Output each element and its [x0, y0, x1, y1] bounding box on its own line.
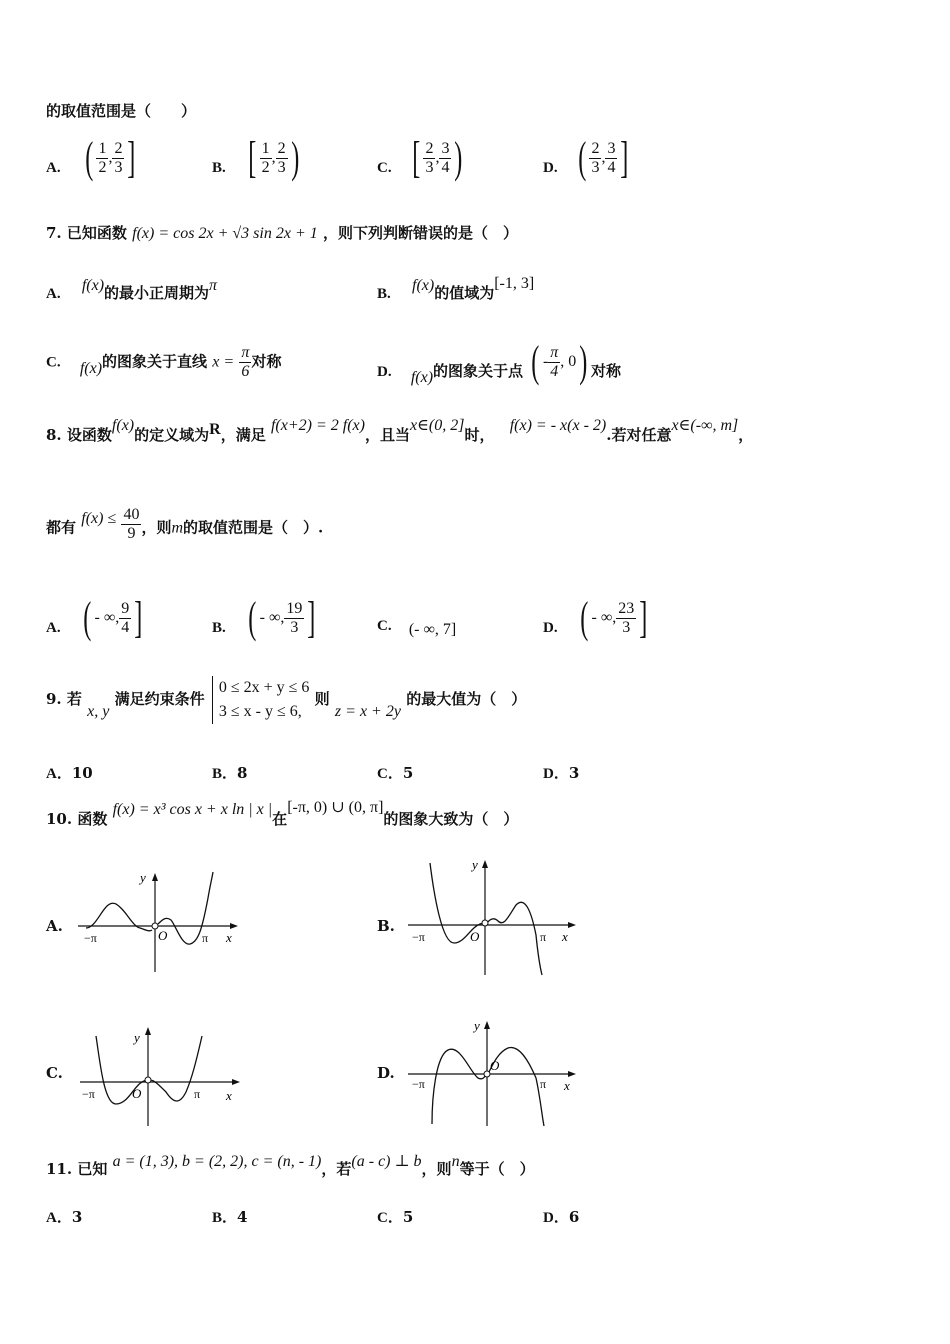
origin-label: O [490, 1058, 500, 1073]
q7-option-d[interactable]: D. f(x)的图象关于点 ( - $\frac{\pi}{4}$ , 0 ) 对称 [377, 337, 621, 386]
curve-left [432, 1049, 485, 1124]
question-number: 10. [46, 810, 73, 828]
q10-stem: 10. 函数 f(x) = x³ cos x + x ln | x |在[-π, 0) ∪ (0, π]的图象大致为（ ） [46, 799, 519, 828]
y-label: y [474, 1018, 480, 1033]
q8-option-c[interactable]: C. (- ∞, 7] [377, 618, 457, 638]
question-number: 7. [46, 224, 62, 242]
constraint-system: 0 ≤ 2x + y ≤ 6 3 ≤ x - y ≤ 6, [212, 676, 310, 724]
q10-option-c-label[interactable]: C. [46, 1064, 63, 1082]
open-point [145, 1077, 151, 1083]
q10-option-b-label[interactable]: B. [377, 917, 395, 935]
option-label: D. [543, 160, 558, 176]
x-label: x [562, 929, 568, 944]
origin-label: O [132, 1086, 142, 1101]
q10-graph-b[interactable] [404, 855, 584, 980]
x-label: x [564, 1078, 570, 1093]
q6-option-b[interactable]: B. [ $\frac{1}{2}$ , $\frac{2}{3}$ ) [212, 133, 300, 182]
origin-label: O [158, 928, 168, 943]
q11-stem: 11. 已知 a = (1, 3), b = (2, 2), c = (n, - 1)，若(a - c) ⊥ b，则n等于（ ） [46, 1153, 535, 1178]
q8-option-a[interactable]: A. ( - ∞, $\frac{9}{4}$ ] [46, 593, 143, 642]
neg-pi-label: −π [412, 930, 425, 944]
question-number: 11. [46, 1160, 73, 1178]
q10-graph-d[interactable] [404, 1016, 584, 1128]
q11-option-c[interactable]: C．5 [377, 1208, 414, 1226]
option-label: A. [46, 160, 61, 176]
q9-option-d[interactable]: D．3 [543, 764, 580, 782]
q6-stem-tail: 的取值范围是（ ） [46, 102, 197, 120]
q9-option-b[interactable]: B．8 [212, 764, 248, 782]
question-number: 8. [46, 426, 62, 444]
q9-option-c[interactable]: C．5 [377, 764, 414, 782]
q9-option-a[interactable]: A．10 [46, 764, 93, 782]
q11-option-a[interactable]: A．3 [46, 1208, 83, 1226]
neg-pi-label: −π [84, 931, 97, 945]
q6-option-d[interactable]: D. ( $\frac{2}{3}$ , $\frac{3}{4}$ ] [543, 133, 629, 182]
y-label: y [140, 870, 146, 885]
q8-stem-line1: 8. 设函数f(x)的定义域为R，满足 f(x+2) = 2 f(x)，且当x∈(0, 2]时， f(x) = - x(x - 2).若对任意x∈(-∞, m]， [46, 417, 754, 444]
option-label: C. [377, 160, 392, 176]
y-label: y [472, 857, 478, 872]
q7-stem: 7. 已知函数 f(x) = cos 2x + √3 sin 2x + 1 ，则下列判断错误的是（ ） [46, 224, 518, 242]
x-label: x [226, 930, 232, 945]
q6-option-c[interactable]: C. [ $\frac{2}{3}$ , $\frac{3}{4}$ ) [377, 133, 463, 182]
pi-label: π [202, 931, 209, 945]
neg-pi-label: −π [412, 1077, 425, 1091]
q7-option-a[interactable]: A. f(x)的最小正周期为π [46, 277, 218, 302]
q11-option-b[interactable]: B．4 [212, 1208, 248, 1226]
x-label: x [226, 1088, 232, 1103]
function-formula: f(x) = cos 2x + √3 sin 2x + 1 [132, 225, 318, 242]
origin-label: O [470, 929, 480, 944]
open-point [482, 920, 488, 926]
q10-option-d-label[interactable]: D. [377, 1064, 395, 1082]
option-label: B. [212, 160, 226, 176]
pi-label: π [540, 930, 547, 944]
q8-option-d[interactable]: D. ( - ∞, $\frac{23}{3}$ ] [543, 593, 648, 642]
pi-label: π [540, 1077, 547, 1091]
question-number: 9. [46, 690, 62, 708]
pi-label: π [194, 1087, 201, 1101]
y-label: y [134, 1030, 140, 1045]
q9-stem: 9. 若 x, y 满足约束条件 0 ≤ 2x + y ≤ 6 3 ≤ x - y ≤ 6, 则 z = x + 2y 的最大值为（ ） [46, 676, 526, 724]
q11-option-d[interactable]: D．6 [543, 1208, 580, 1226]
q10-graph-c[interactable] [76, 1022, 246, 1130]
curve-left [86, 903, 152, 931]
q6-option-a[interactable]: A. ( $\frac{1}{2}$ , $\frac{2}{3}$ ] [46, 133, 136, 182]
q7-option-c[interactable]: C. f(x)的图象关于直线 x = $\frac{\pi}{6}$ 对称 [46, 344, 282, 380]
q8-stem-line2: 都有 f(x) ≤ $\frac{40}{9}$ ，则m的取值范围是（ ）. [46, 506, 324, 542]
q10-option-a-label[interactable]: A. [46, 917, 63, 935]
neg-pi-label: −π [82, 1087, 95, 1101]
q7-option-b[interactable]: B. f(x)的值域为[-1, 3] [377, 275, 535, 302]
curve-right [487, 902, 542, 975]
q10-graph-a[interactable] [74, 868, 244, 978]
q8-option-b[interactable]: B. ( - ∞, $\frac{19}{3}$ ] [212, 593, 316, 642]
